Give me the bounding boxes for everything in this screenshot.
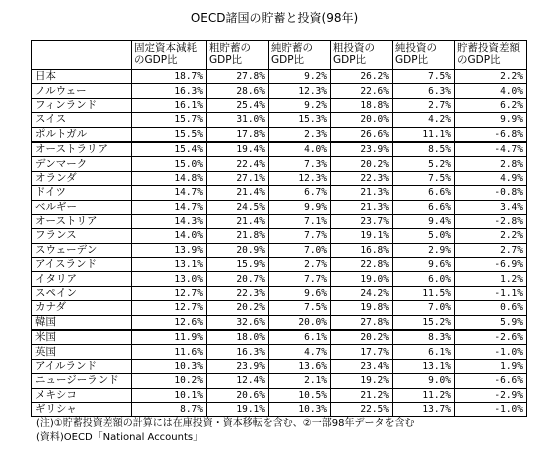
value-cell: 2.7% bbox=[393, 98, 455, 112]
table-row bbox=[32, 258, 527, 272]
value-cell: 18.7% bbox=[132, 70, 207, 84]
value-cell: 24.2% bbox=[331, 286, 393, 300]
table-row bbox=[32, 345, 527, 359]
country-cell: ポルトガル bbox=[32, 127, 132, 142]
value-cell: 12.7% bbox=[132, 301, 207, 315]
value-cell: 10.5% bbox=[269, 388, 331, 402]
value-cell: 2.7% bbox=[455, 243, 527, 257]
value-cell: 17.8% bbox=[207, 127, 269, 142]
value-cell: 23.9% bbox=[331, 142, 393, 157]
value-cell: 10.1% bbox=[132, 388, 207, 402]
value-cell: -1.1% bbox=[455, 286, 527, 300]
value-cell: 21.2% bbox=[331, 388, 393, 402]
value-cell: 14.8% bbox=[132, 171, 207, 185]
country-cell: デンマーク bbox=[32, 157, 132, 171]
value-cell: 22.4% bbox=[207, 157, 269, 171]
value-cell: 4.0% bbox=[269, 142, 331, 157]
value-cell: 7.3% bbox=[269, 157, 331, 171]
country-cell: 米国 bbox=[32, 330, 132, 345]
country-cell: 英国 bbox=[32, 345, 132, 359]
value-cell: 27.8% bbox=[331, 315, 393, 330]
value-cell: 6.3% bbox=[393, 84, 455, 98]
value-cell: 18.0% bbox=[207, 330, 269, 345]
value-cell: 31.0% bbox=[207, 113, 269, 127]
value-cell: 25.4% bbox=[207, 98, 269, 112]
table-row bbox=[32, 402, 527, 416]
value-cell: 9.9% bbox=[455, 113, 527, 127]
value-cell: -0.8% bbox=[455, 186, 527, 200]
value-cell: 20.0% bbox=[269, 315, 331, 330]
value-cell: 5.2% bbox=[393, 157, 455, 171]
value-cell: 6.6% bbox=[393, 186, 455, 200]
value-cell: 15.5% bbox=[132, 127, 207, 142]
value-cell: 6.6% bbox=[393, 200, 455, 214]
value-cell: 20.6% bbox=[207, 388, 269, 402]
value-cell: 32.6% bbox=[207, 315, 269, 330]
value-cell: 22.5% bbox=[331, 402, 393, 416]
country-cell: フィンランド bbox=[32, 98, 132, 112]
value-cell: 20.2% bbox=[331, 157, 393, 171]
country-cell: ギリシャ bbox=[32, 402, 132, 416]
value-cell: 3.4% bbox=[455, 200, 527, 214]
value-cell: 16.3% bbox=[132, 84, 207, 98]
value-cell: 10.3% bbox=[132, 359, 207, 373]
table-row bbox=[32, 243, 527, 257]
value-cell: 6.1% bbox=[269, 330, 331, 345]
value-cell: 22.3% bbox=[207, 286, 269, 300]
value-cell: -1.0% bbox=[455, 402, 527, 416]
value-cell: 21.3% bbox=[331, 200, 393, 214]
country-cell: 韓国 bbox=[32, 315, 132, 330]
value-cell: 20.2% bbox=[331, 330, 393, 345]
country-cell: スペイン bbox=[32, 286, 132, 300]
value-cell: 19.2% bbox=[331, 374, 393, 388]
value-cell: 20.7% bbox=[207, 272, 269, 286]
value-cell: 15.3% bbox=[269, 113, 331, 127]
value-cell: 12.3% bbox=[269, 171, 331, 185]
table-row bbox=[32, 229, 527, 243]
footnotes bbox=[36, 417, 414, 445]
value-cell: 4.2% bbox=[393, 113, 455, 127]
value-cell: 23.4% bbox=[331, 359, 393, 373]
country-cell: オーストラリア bbox=[32, 142, 132, 157]
country-cell: フランス bbox=[32, 229, 132, 243]
table-row bbox=[32, 388, 527, 402]
value-cell: 19.0% bbox=[331, 272, 393, 286]
value-cell: 7.5% bbox=[393, 171, 455, 185]
value-cell: 2.8% bbox=[455, 157, 527, 171]
value-cell: 6.1% bbox=[393, 345, 455, 359]
table-row bbox=[32, 359, 527, 373]
value-cell: 21.8% bbox=[207, 229, 269, 243]
value-cell: -2.9% bbox=[455, 388, 527, 402]
value-cell: 26.2% bbox=[331, 70, 393, 84]
value-cell: 9.2% bbox=[269, 98, 331, 112]
value-cell: -2.6% bbox=[455, 330, 527, 345]
value-cell: 15.4% bbox=[132, 142, 207, 157]
value-cell: 16.8% bbox=[331, 243, 393, 257]
table-row bbox=[32, 200, 527, 214]
value-cell: 9.0% bbox=[393, 374, 455, 388]
value-cell: 14.7% bbox=[132, 200, 207, 214]
value-cell: 8.5% bbox=[393, 142, 455, 157]
value-cell: 7.1% bbox=[269, 214, 331, 228]
value-cell: 9.4% bbox=[393, 214, 455, 228]
value-cell: 13.7% bbox=[393, 402, 455, 416]
country-cell: オランダ bbox=[32, 171, 132, 185]
value-cell: 13.1% bbox=[393, 359, 455, 373]
value-cell: -6.6% bbox=[455, 374, 527, 388]
value-cell: 10.3% bbox=[269, 402, 331, 416]
value-cell: 20.0% bbox=[331, 113, 393, 127]
country-cell: ドイツ bbox=[32, 186, 132, 200]
value-cell: 2.1% bbox=[269, 374, 331, 388]
column-header: 粗投資のGDP比 bbox=[331, 41, 393, 70]
value-cell: 27.1% bbox=[207, 171, 269, 185]
country-cell: イタリア bbox=[32, 272, 132, 286]
value-cell: 9.6% bbox=[393, 258, 455, 272]
value-cell: 22.8% bbox=[331, 258, 393, 272]
value-cell: 13.9% bbox=[132, 243, 207, 257]
value-cell: 16.1% bbox=[132, 98, 207, 112]
value-cell: 13.0% bbox=[132, 272, 207, 286]
value-cell: 2.7% bbox=[269, 258, 331, 272]
value-cell: 9.9% bbox=[269, 200, 331, 214]
value-cell: 15.9% bbox=[207, 258, 269, 272]
value-cell: 11.9% bbox=[132, 330, 207, 345]
value-cell: 2.2% bbox=[455, 229, 527, 243]
value-cell: 13.6% bbox=[269, 359, 331, 373]
table-row bbox=[32, 186, 527, 200]
footnote-source: (資料)OECD「National Accounts」 bbox=[36, 432, 204, 443]
value-cell: -6.8% bbox=[455, 127, 527, 142]
table-row bbox=[32, 98, 527, 112]
value-cell: 28.6% bbox=[207, 84, 269, 98]
value-cell: 12.3% bbox=[269, 84, 331, 98]
table-row bbox=[32, 157, 527, 171]
value-cell: 7.0% bbox=[269, 243, 331, 257]
table-row bbox=[32, 330, 527, 345]
value-cell: 0.6% bbox=[455, 301, 527, 315]
value-cell: 7.7% bbox=[269, 272, 331, 286]
table-row bbox=[32, 286, 527, 300]
country-cell: ノルウェー bbox=[32, 84, 132, 98]
value-cell: 19.1% bbox=[331, 229, 393, 243]
value-cell: 9.2% bbox=[269, 70, 331, 84]
value-cell: 4.7% bbox=[269, 345, 331, 359]
value-cell: 21.3% bbox=[331, 186, 393, 200]
value-cell: 20.9% bbox=[207, 243, 269, 257]
value-cell: 14.0% bbox=[132, 229, 207, 243]
value-cell: 12.4% bbox=[207, 374, 269, 388]
value-cell: 7.5% bbox=[269, 301, 331, 315]
country-cell: メキシコ bbox=[32, 388, 132, 402]
value-cell: 4.9% bbox=[455, 171, 527, 185]
value-cell: 6.7% bbox=[269, 186, 331, 200]
value-cell: 8.7% bbox=[132, 402, 207, 416]
table-row bbox=[32, 84, 527, 98]
table-row bbox=[32, 142, 527, 157]
country-cell: 日本 bbox=[32, 70, 132, 84]
value-cell: 19.1% bbox=[207, 402, 269, 416]
value-cell: 15.0% bbox=[132, 157, 207, 171]
country-cell: スウェーデン bbox=[32, 243, 132, 257]
column-header: 純投資のGDP比 bbox=[393, 41, 455, 70]
value-cell: 15.7% bbox=[132, 113, 207, 127]
value-cell: 14.7% bbox=[132, 186, 207, 200]
value-cell: 20.2% bbox=[207, 301, 269, 315]
value-cell: 11.6% bbox=[132, 345, 207, 359]
value-cell: 11.1% bbox=[393, 127, 455, 142]
value-cell: 26.6% bbox=[331, 127, 393, 142]
country-cell: アイスランド bbox=[32, 258, 132, 272]
value-cell: 22.6% bbox=[331, 84, 393, 98]
footnote-note: (注)①貯蓄投資差額の計算には在庫投資・資本移転を含む、②一部98年データを含む bbox=[36, 418, 415, 429]
value-cell: 12.6% bbox=[132, 315, 207, 330]
value-cell: 27.8% bbox=[207, 70, 269, 84]
value-cell: 5.0% bbox=[393, 229, 455, 243]
value-cell: 18.8% bbox=[331, 98, 393, 112]
value-cell: 7.0% bbox=[393, 301, 455, 315]
value-cell: 2.3% bbox=[269, 127, 331, 142]
value-cell: 6.0% bbox=[393, 272, 455, 286]
table-header-row bbox=[32, 41, 527, 70]
value-cell: 19.4% bbox=[207, 142, 269, 157]
country-cell: カナダ bbox=[32, 301, 132, 315]
column-header: 固定資本減耗のGDP比 bbox=[132, 41, 207, 70]
value-cell: 7.5% bbox=[393, 70, 455, 84]
value-cell: 15.2% bbox=[393, 315, 455, 330]
value-cell: 8.3% bbox=[393, 330, 455, 345]
value-cell: 9.6% bbox=[269, 286, 331, 300]
value-cell: 11.2% bbox=[393, 388, 455, 402]
country-cell: アイルランド bbox=[32, 359, 132, 373]
table-row bbox=[32, 127, 527, 142]
country-cell: スイス bbox=[32, 113, 132, 127]
savings-investment-table bbox=[31, 40, 527, 417]
table-row bbox=[32, 113, 527, 127]
table-row bbox=[32, 301, 527, 315]
value-cell: 16.3% bbox=[207, 345, 269, 359]
page-title: OECD諸国の貯蓄と投資(98年) bbox=[190, 11, 359, 25]
value-cell: 4.0% bbox=[455, 84, 527, 98]
value-cell: -1.0% bbox=[455, 345, 527, 359]
value-cell: 6.2% bbox=[455, 98, 527, 112]
table-row bbox=[32, 315, 527, 330]
column-header: 粗貯蓄のGDP比 bbox=[207, 41, 269, 70]
value-cell: -6.9% bbox=[455, 258, 527, 272]
header-country bbox=[32, 41, 132, 70]
table-row bbox=[32, 70, 527, 84]
column-header: 貯蓄投資差額のGDP比 bbox=[455, 41, 527, 70]
value-cell: 23.9% bbox=[207, 359, 269, 373]
value-cell: 7.7% bbox=[269, 229, 331, 243]
column-header: 純貯蓄のGDP比 bbox=[269, 41, 331, 70]
value-cell: 2.2% bbox=[455, 70, 527, 84]
value-cell: 5.9% bbox=[455, 315, 527, 330]
value-cell: 10.2% bbox=[132, 374, 207, 388]
value-cell: 13.1% bbox=[132, 258, 207, 272]
value-cell: 17.7% bbox=[331, 345, 393, 359]
value-cell: 1.9% bbox=[455, 359, 527, 373]
table-row bbox=[32, 214, 527, 228]
value-cell: 22.3% bbox=[331, 171, 393, 185]
country-cell: ベルギー bbox=[32, 200, 132, 214]
value-cell: 14.3% bbox=[132, 214, 207, 228]
value-cell: -4.7% bbox=[455, 142, 527, 157]
table-row bbox=[32, 171, 527, 185]
value-cell: -2.8% bbox=[455, 214, 527, 228]
table-row bbox=[32, 272, 527, 286]
value-cell: 21.4% bbox=[207, 214, 269, 228]
value-cell: 11.5% bbox=[393, 286, 455, 300]
value-cell: 19.8% bbox=[331, 301, 393, 315]
country-cell: ニュージーランド bbox=[32, 374, 132, 388]
value-cell: 2.9% bbox=[393, 243, 455, 257]
value-cell: 21.4% bbox=[207, 186, 269, 200]
value-cell: 24.5% bbox=[207, 200, 269, 214]
value-cell: 23.7% bbox=[331, 214, 393, 228]
value-cell: 12.7% bbox=[132, 286, 207, 300]
table-row bbox=[32, 374, 527, 388]
country-cell: オーストリア bbox=[32, 214, 132, 228]
value-cell: 1.2% bbox=[455, 272, 527, 286]
